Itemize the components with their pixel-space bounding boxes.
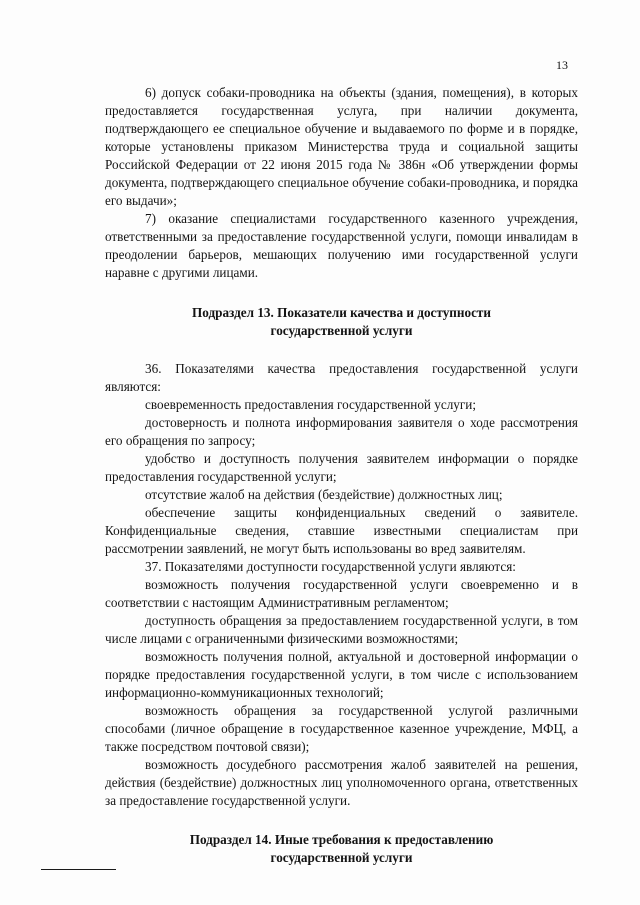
paragraph-37-item: возможность получения полной, актуальной и достоверной информации о порядке предоставления государственной услуги, в том числе с использованием информационно-коммуникационных технологий; [105,649,578,700]
list-item-7: 7) оказание специалистами государственного казенного учреждения, ответственными за предоставление государственной услуги, помощи инвалидам в преодолении барьеров, мешающих получению ими государственной услуги наравне с другими лицами. [105,211,578,280]
paragraph-36-item: отсутствие жалоб на действия (бездействие) должностных лиц; [145,487,503,502]
paragraph-36-item: достоверность и полнота информирования заявителя о ходе рассмотрения его обращения по запросу; [105,415,578,448]
list-item-6: 6) допуск собаки-проводника на объекты (здания, помещения), в которых предоставляется государственная услуга, при наличии документа, подтверждающего ее специальное обучение и выдаваемого по форме и в порядке, которые установлены приказом Министерства труда и социальной защиты Российской Федерации от 22 июня 2015 года № 386н «Об утверждении формы документа, подтверждающего специальное обучение собаки-проводника, и порядка его выдачи»; [105,85,578,208]
paragraph-36-intro: 36. Показателями качества предоставления государственной услуги являются: [105,361,578,394]
paragraph-37-intro: 37. Показателями доступности государственной услуги являются: [145,559,516,574]
page-number: 13 [556,58,568,72]
section-14-title [105,831,578,867]
section-13-title-text: Подраздел 13. Показатели качества и доступности государственной услуги [191,305,492,338]
paragraph-37-item: возможность досудебного рассмотрения жалоб заявителей на решения, действия (бездействие) должностных лиц уполномоченного органа, ответственных за предоставление государственной услуги. [105,757,578,808]
paragraph-37-item: возможность обращения за государственной услугой различными способами (личное обращение в государственное казенное учреждение, МФЦ, а также посредством почтовой связи); [105,703,578,754]
paragraph-36-item: обеспечение защиты конфиденциальных сведений о заявителе. Конфиденциальные сведения, ставшие известными специалистам при рассмотрении заявлений, не могут быть использованы во вред заявителям. [105,505,578,556]
paragraph-37-item: доступность обращения за предоставлением государственной услуги, в том числе лицами с ограниченными физическими возможностями; [105,613,578,646]
document-body [105,84,578,867]
footnote-separator [41,869,116,870]
section-14-title-line1: Подраздел 14. Иные требования к предоставлению [189,832,494,847]
section-13-title [105,304,578,340]
paragraph-36-item: удобство и доступность получения заявителем информации о порядке предоставления государственной услуги; [105,451,578,484]
paragraph-36-item: своевременность предоставления государственной услуги; [145,397,477,412]
paragraph-37-item: возможность получения государственной услуги своевременно и в соответствии с настоящим Административным регламентом; [105,577,578,610]
section-14-title-line2: государственной услуги [270,850,413,865]
